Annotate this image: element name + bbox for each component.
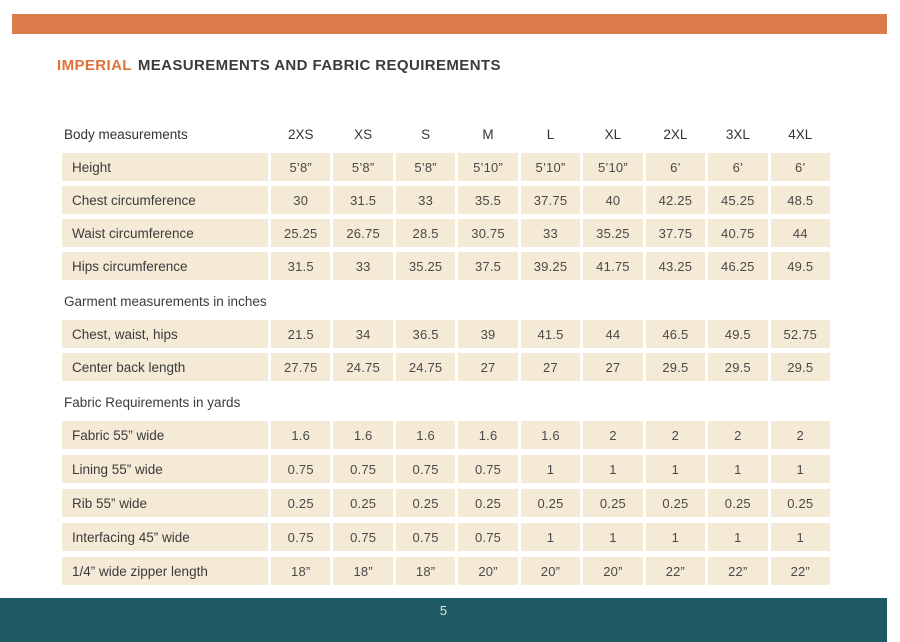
table-cell: 41.75 [583,252,642,280]
table-cell: 0.25 [771,489,830,517]
table-cell: 1.6 [458,421,517,449]
page-number: 5 [439,603,448,618]
table-cell: 6’ [708,153,767,181]
table-cell: 24.75 [396,353,455,381]
table-cell: 33 [521,219,580,247]
measurements-table [62,121,830,591]
table-cell: 31.5 [271,252,330,280]
table-cell: 5’8” [271,153,330,181]
table-cell: 20” [458,557,517,585]
size-column-header: 3XL [725,126,750,142]
table-cell: 29.5 [771,353,830,381]
title-rest: MEASUREMENTS AND FABRIC REQUIREMENTS [137,57,501,74]
row-label: Waist circumference [62,219,268,247]
table-cell: 29.5 [708,353,767,381]
table-cell: 25.25 [271,219,330,247]
table-cell: 0.25 [521,489,580,517]
table-cell: 18” [333,557,392,585]
table-row [62,421,830,449]
table-cell: 0.75 [396,523,455,551]
table-cell: 22” [708,557,767,585]
table-cell: 27 [458,353,517,381]
table-cell: 33 [396,186,455,214]
table-cell: 0.25 [708,489,767,517]
table-row [62,353,830,381]
table-cell: 35.5 [458,186,517,214]
table-cell: 1 [771,523,830,551]
table-cell: 5’10” [458,153,517,181]
table-cell: 0.75 [396,455,455,483]
size-column-header: 2XS [287,126,314,142]
table-cell: 0.75 [333,523,392,551]
footer-bar [0,598,887,642]
table-cell: 24.75 [333,353,392,381]
section-title: Garment measurements in inches [64,293,267,309]
table-cell: 44 [771,219,830,247]
title-accent-word: IMPERIAL [57,57,132,74]
table-cell: 2 [583,421,642,449]
table-header-row [62,121,830,147]
row-label: 1/4” wide zipper length [62,557,268,585]
table-cell: 46.25 [708,252,767,280]
size-column-header: XL [604,126,622,142]
table-row [62,320,830,348]
table-cell: 37.75 [646,219,705,247]
table-cell: 29.5 [646,353,705,381]
table-cell: 44 [583,320,642,348]
table-cell: 5’10” [583,153,642,181]
table-row [62,489,830,517]
table-cell: 30.75 [458,219,517,247]
table-cell: 28.5 [396,219,455,247]
table-cell: 27 [583,353,642,381]
row-label: Interfacing 45” wide [62,523,268,551]
table-cell: 18” [271,557,330,585]
table-cell: 1 [521,523,580,551]
size-column-header: S [421,126,431,142]
table-row [62,153,830,181]
table-cell: 41.5 [521,320,580,348]
row-label: Hips circumference [62,252,268,280]
table-cell: 1.6 [396,421,455,449]
table-cell: 1 [646,523,705,551]
row-label: Height [62,153,268,181]
table-cell: 35.25 [583,219,642,247]
table-cell: 49.5 [771,252,830,280]
table-cell: 20” [583,557,642,585]
table-cell: 39.25 [521,252,580,280]
table-cell: 0.75 [333,455,392,483]
table-cell: 0.25 [583,489,642,517]
table-cell: 1 [583,523,642,551]
table-row [62,557,830,585]
table-cell: 27.75 [271,353,330,381]
table-cell: 0.25 [458,489,517,517]
size-column-header: XS [354,126,373,142]
row-label: Chest, waist, hips [62,320,268,348]
table-cell: 48.5 [771,186,830,214]
table-cell: 1 [583,455,642,483]
table-cell: 1.6 [271,421,330,449]
size-column-header: 4XL [788,126,813,142]
table-cell: 35.25 [396,252,455,280]
row-label: Chest circumference [62,186,268,214]
table-cell: 0.75 [458,523,517,551]
page-title [57,57,501,74]
table-cell: 37.5 [458,252,517,280]
table-cell: 2 [708,421,767,449]
table-cell: 5’8” [396,153,455,181]
table-row [62,219,830,247]
table-cell: 2 [646,421,705,449]
table-cell: 0.25 [396,489,455,517]
top-accent-bar [12,14,887,34]
table-cell: 1 [708,523,767,551]
table-cell: 1.6 [333,421,392,449]
table-row [62,186,830,214]
row-label: Lining 55” wide [62,455,268,483]
table-cell: 45.25 [708,186,767,214]
table-cell: 43.25 [646,252,705,280]
table-cell: 27 [521,353,580,381]
size-column-header: 2XL [663,126,688,142]
column-header-label: Body measurements [64,126,188,142]
table-cell: 6’ [771,153,830,181]
table-cell: 0.75 [458,455,517,483]
table-cell: 1 [708,455,767,483]
table-cell: 2 [771,421,830,449]
table-row [62,252,830,280]
table-cell: 0.25 [333,489,392,517]
table-row [62,455,830,483]
size-column-header: M [482,126,494,142]
row-label: Fabric 55” wide [62,421,268,449]
table-cell: 40 [583,186,642,214]
table-row [62,523,830,551]
table-cell: 34 [333,320,392,348]
table-cell: 31.5 [333,186,392,214]
row-label: Rib 55” wide [62,489,268,517]
table-cell: 0.75 [271,455,330,483]
table-cell: 30 [271,186,330,214]
table-cell: 22” [771,557,830,585]
table-cell: 33 [333,252,392,280]
table-cell: 6’ [646,153,705,181]
table-cell: 5’10” [521,153,580,181]
table-cell: 5’8” [333,153,392,181]
size-column-header: L [546,126,555,142]
table-cell: 37.75 [521,186,580,214]
table-cell: 0.25 [646,489,705,517]
table-cell: 49.5 [708,320,767,348]
table-cell: 1 [771,455,830,483]
table-cell: 0.25 [271,489,330,517]
table-cell: 0.75 [271,523,330,551]
table-cell: 18” [396,557,455,585]
table-cell: 42.25 [646,186,705,214]
row-label: Center back length [62,353,268,381]
table-cell: 26.75 [333,219,392,247]
table-cell: 21.5 [271,320,330,348]
table-cell: 52.75 [771,320,830,348]
table-cell: 46.5 [646,320,705,348]
section-title: Fabric Requirements in yards [64,394,241,410]
table-cell: 40.75 [708,219,767,247]
table-cell: 1 [521,455,580,483]
table-cell: 20” [521,557,580,585]
table-cell: 39 [458,320,517,348]
table-cell: 1 [646,455,705,483]
table-cell: 1.6 [521,421,580,449]
table-cell: 36.5 [396,320,455,348]
table-cell: 22” [646,557,705,585]
